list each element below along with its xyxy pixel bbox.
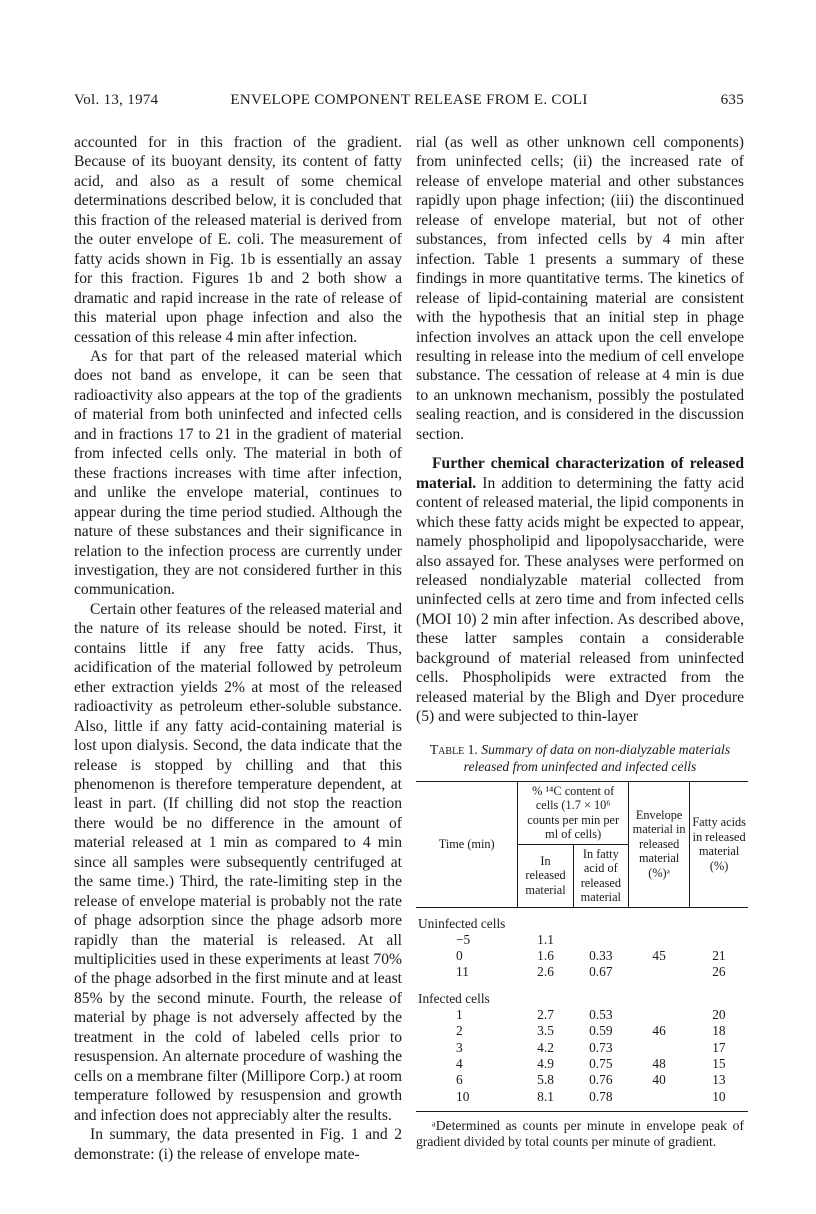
cell-time: 10: [416, 1089, 518, 1112]
col-header-time: Time (min): [416, 781, 518, 907]
paragraph: In summary, the data presented in Fig. 1 and 2 demonstrate: (i) the release of envelope mate-: [74, 1126, 402, 1163]
cell-released: 2.7: [537, 1007, 554, 1023]
cell-fa_pct: 13: [712, 1072, 726, 1088]
cell-envelope: [628, 1089, 689, 1112]
cell-envelope: 40: [652, 1072, 666, 1088]
cell-fa_pct: 15: [712, 1055, 726, 1071]
col-header-in-fatty: In fatty acid of released material: [573, 844, 628, 907]
table-row: [416, 1023, 748, 1039]
cell-released: 4.9: [537, 1055, 554, 1071]
table-group-row: [416, 981, 748, 1007]
paragraph: As for that part of the released material which does not band as envelope, it can be seen that radioactivity also appears at the top of the gradients of material from both uninfected and infected cells and in fractions 17 to 21 in the gradient of material from infected cells only. The material in both of these fractions increases with time after infection, and unlike the envelope material, continues to appear during the time period studied. Although the nature of these substances and their significance in relation to the infection process are currently under investigation, they are not considered further in this communication.: [74, 347, 402, 599]
cell-envelope: [628, 964, 689, 980]
cell-time: 1: [456, 1007, 463, 1023]
table-caption: [416, 741, 744, 775]
table-row: [416, 964, 748, 980]
cell-fa_pct: 17: [712, 1039, 726, 1055]
cell-fatty: 0.75: [589, 1055, 613, 1071]
cell-time: 11: [456, 964, 469, 980]
right-column: [416, 133, 744, 1151]
cell-released: 1.1: [537, 931, 554, 947]
col-header-c14-group: % ¹⁴C content of cells (1.7 × 10⁶ counts per min per ml of cells): [518, 781, 629, 844]
paragraph: accounted for in this fraction of the gradient. Because of its buoyant density, its content of fatty acid, and also as a result of some chemical determinations described below, it is concluded that this fraction of the released material is derived from the outer envelope of E. coli. The measurement of fatty acids shown in Fig. 1b is essentially an assay for this fraction. Figures 1b and 2 both show a dramatic and rapid increase in the rate of release of this material upon phage infection and also the cessation of this release 4 min after infection.: [74, 134, 402, 346]
table-caption-text: Summary of data on non-dialyzable materials released from uninfected and infected cells: [463, 741, 731, 774]
table-label: Table 1.: [429, 741, 478, 757]
table-row: [416, 1072, 748, 1088]
volume-label: Vol. 13, 1974: [74, 92, 159, 108]
cell-released: 3.5: [537, 1023, 554, 1039]
cell-time: 3: [456, 1039, 463, 1055]
cell-envelope: 46: [652, 1023, 666, 1039]
page-number: 635: [720, 92, 744, 108]
cell-fa_pct: [690, 932, 748, 948]
cell-envelope: 48: [652, 1055, 666, 1071]
left-column: [74, 133, 402, 1164]
paragraph: [416, 454, 744, 726]
cell-released: 1.6: [537, 948, 554, 964]
cell-released: 2.6: [537, 964, 554, 980]
col-header-fatty-acids: Fatty acids in released material (%): [690, 781, 748, 907]
cell-released: 8.1: [518, 1089, 573, 1112]
cell-fatty: [573, 932, 628, 948]
cell-fatty: 0.73: [589, 1039, 613, 1055]
cell-fa_pct: 18: [712, 1023, 726, 1039]
paragraph: rial (as well as other unknown cell components) from uninfected cells; (ii) the increased rate of release of envelope material and other substances rapidly upon phage infection; (iii) the discontinued release of envelope material, but not of other substances, from infected cells by 4 min after infection. Table 1 presents a summary of these findings in more quantitative terms. The kinetics of release of lipid-containing material are consistent with the hypothesis that an initial step in phage infection involves an attack upon the cell envelope resulting in release into the medium of cell envelope substance. The cessation of release at 4 min is due to an unknown mechanism, possibly the postulated sealing reaction, and is considered in the discussion section.: [416, 134, 744, 443]
cell-fa_pct: 20: [712, 1007, 726, 1023]
section-heading: Further chemical characterization of released material.: [416, 455, 744, 492]
table-row: [416, 1056, 748, 1072]
paragraph: Certain other features of the released material and the nature of its release should be noted. First, it contains little if any free fatty acids. Thus, acidification of the material followed by petroleum ether extraction yields 2% at most of the released radioactivity as petroleum ether-soluble substance. Also, little if any fatty acid-containing material is lost upon dialysis. Second, the data indicate that the release is stopped by chilling and that this phenomenon is therefore temperature dependent, at least in part. (If chilling did not stop the reaction there would be no difference in the amount of material released at 1 min as compared to 4 min since all samples were subsequently centrifuged at the same time.) Third, the rate-limiting step in the release of envelope material is probably not the rate of phage adsorption since the phage adsorb more rapidly than the material is released. At all multiplicities used in these experiments at least 70% of the phage adsorbed in the first minute and at least 85% by the second minute. Fourth, the release of material by phage is not adversely affected by the treatment in the cold of labeled cells prior to resuspension. An alternate procedure of washing the cells on a membrane filter (Millipore Corp.) at room temperature followed by resuspension and growth and infection does not appreciably alter the results.: [74, 600, 402, 1124]
cell-envelope: [628, 1040, 689, 1056]
col-header-in-released: In released material: [518, 844, 573, 907]
cell-fatty: 0.76: [589, 1072, 613, 1088]
cell-envelope: [628, 1007, 689, 1023]
cell-time: 4: [456, 1055, 463, 1071]
group-label: Infected cells: [418, 990, 490, 1006]
table-group-row: [416, 907, 748, 932]
table-footnote: ᵃDetermined as counts per minute in envelope peak of gradient divided by total counts per minute of gradient.: [416, 1117, 744, 1150]
col-header-envelope: Envelope material in released material (%)ᵃ: [628, 781, 689, 907]
cell-fa_pct: 21: [712, 948, 726, 964]
cell-fa_pct: 26: [712, 964, 726, 980]
table-1: [416, 781, 748, 1112]
cell-time: 2: [456, 1023, 463, 1039]
table-row: [416, 1040, 748, 1056]
cell-fatty: 0.53: [589, 1007, 613, 1023]
running-title: ENVELOPE COMPONENT RELEASE FROM E. COLI: [230, 92, 588, 108]
table-row: [416, 948, 748, 964]
cell-fa_pct: 10: [690, 1089, 748, 1112]
group-label: Uninfected cells: [418, 915, 506, 931]
cell-fatty: 0.78: [573, 1089, 628, 1112]
cell-envelope: 45: [652, 948, 666, 964]
cell-fatty: 0.33: [589, 948, 613, 964]
table-row: [416, 932, 748, 948]
paragraph-body: In addition to determining the fatty acid content of released material, the lipid components in which these fatty acids might be expected to appear, namely phospholipid and lipopolysaccharide, were also assayed for. These analyses were performed on released nondialyzable material collected from uninfected cells at zero time and from infected cells (MOI 10) 2 min after infection. As described above, these latter samples contain a considerable background of material released from uninfected cells. Phospholipids were extracted from the released material by the Bligh and Dyer procedure (5) and were subjected to thin-layer: [416, 474, 744, 726]
table-row: [416, 1007, 748, 1023]
cell-time: −5: [456, 931, 471, 947]
cell-released: 5.8: [537, 1072, 554, 1088]
cell-fatty: 0.59: [589, 1023, 613, 1039]
cell-time: 0: [456, 948, 463, 964]
table-body: [416, 907, 748, 1111]
table-row: [416, 1089, 748, 1112]
cell-fatty: 0.67: [589, 964, 613, 980]
running-header: [74, 92, 744, 114]
cell-released: 4.2: [537, 1039, 554, 1055]
cell-time: 6: [456, 1072, 463, 1088]
cell-envelope: [628, 932, 689, 948]
